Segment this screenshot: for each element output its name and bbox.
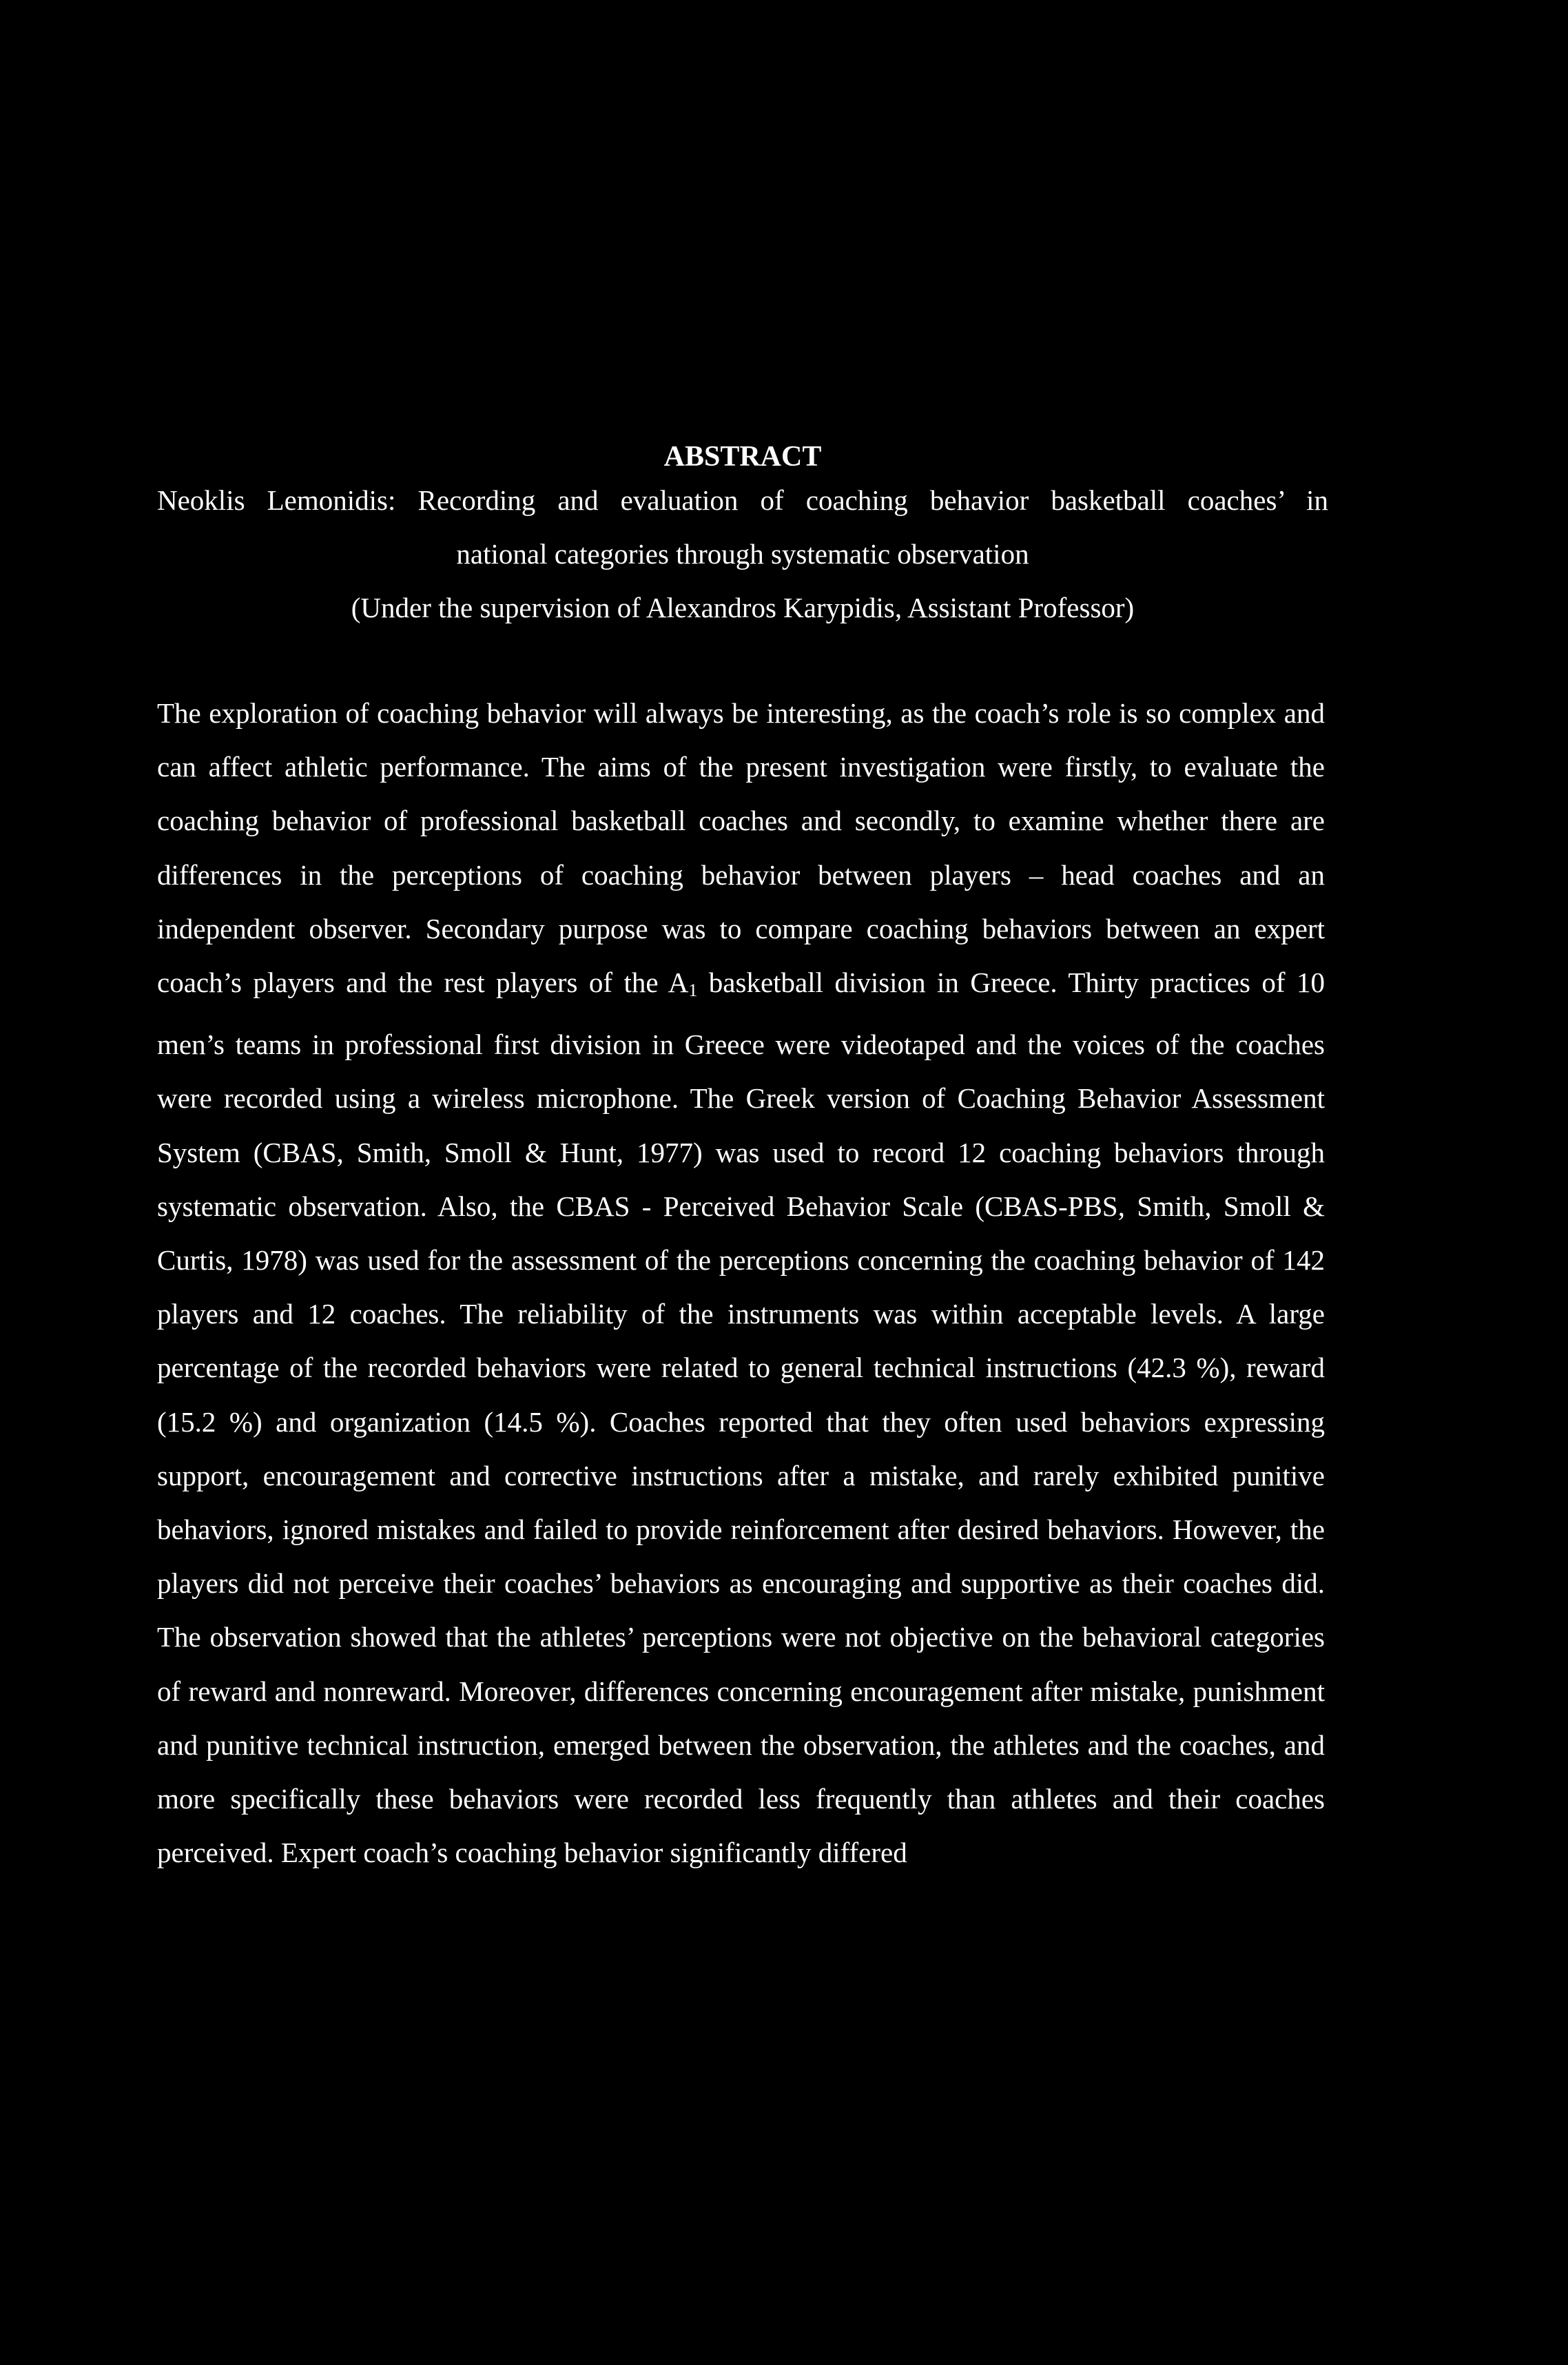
author-title-line: Neoklis Lemonidis: Recording and evaluation of coaching behavior basketball coaches’ in	[157, 484, 1328, 516]
abstract-heading: ABSTRACT	[663, 441, 822, 473]
abstract-body	[157, 686, 1325, 1879]
division-subscript: 1	[688, 980, 698, 1001]
abstract-body-part2: basketball division in Greece. Thirty practices of 10 men’s teams in professional first division in Greece were videotaped and the voices of the coaches were recorded using a wireless microphone. The Greek version of Coaching Behavior Assessment System (CBAS, Smith, Smoll & Hunt, 1977) was used to record 12 coaching behaviors through systematic observation. Also, the CBAS - Perceived Behavior Scale (CBAS-PBS, Smith, Smoll & Curtis, 1978) was used for the assessment of the perceptions concerning the coaching behavior of 142 players and 12 coaches. The reliability of the instruments was within acceptable levels. A large percentage of the recorded behaviors were related to general technical instructions (42.3 %), reward (15.2 %) and organization (14.5 %). Coaches reported that they often used behaviors expressing support, encouragement and corrective instructions after a mistake, and rarely exhibited punitive behaviors, ignored mistakes and failed to provide reinforcement after desired behaviors. However, the players did not perceive their coaches’ behaviors as encouraging and supportive as their coaches did. The observation showed that the athletes’ perceptions were not objective on the behavioral categories of reward and nonreward. Moreover, differences concerning encouragement after mistake, punishment and punitive technical instruction, emerged between the observation, the athletes and the coaches, and more specifically these behaviors were recorded less frequently than athletes and their coaches perceived. Expert coach’s coaching behavior significantly differed	[157, 967, 1325, 1869]
abstract-body-part1: The exploration of coaching behavior will always be interesting, as the coach’s role is so complex and can affect athletic performance. The aims of the present investigation were firstly, to evaluate the coaching behavior of professional basketball coaches and secondly, to examine whether there are differences in the perceptions of coaching behavior between players – head coaches and an independent observer. Secondary purpose was to compare coaching behaviors between an expert coach’s players and the rest players of the A	[157, 697, 1325, 999]
title-continuation-line: national categories through systematic observation	[456, 538, 1029, 570]
supervision-line: (Under the supervision of Alexandros Karypidis, Assistant Professor)	[351, 592, 1135, 623]
